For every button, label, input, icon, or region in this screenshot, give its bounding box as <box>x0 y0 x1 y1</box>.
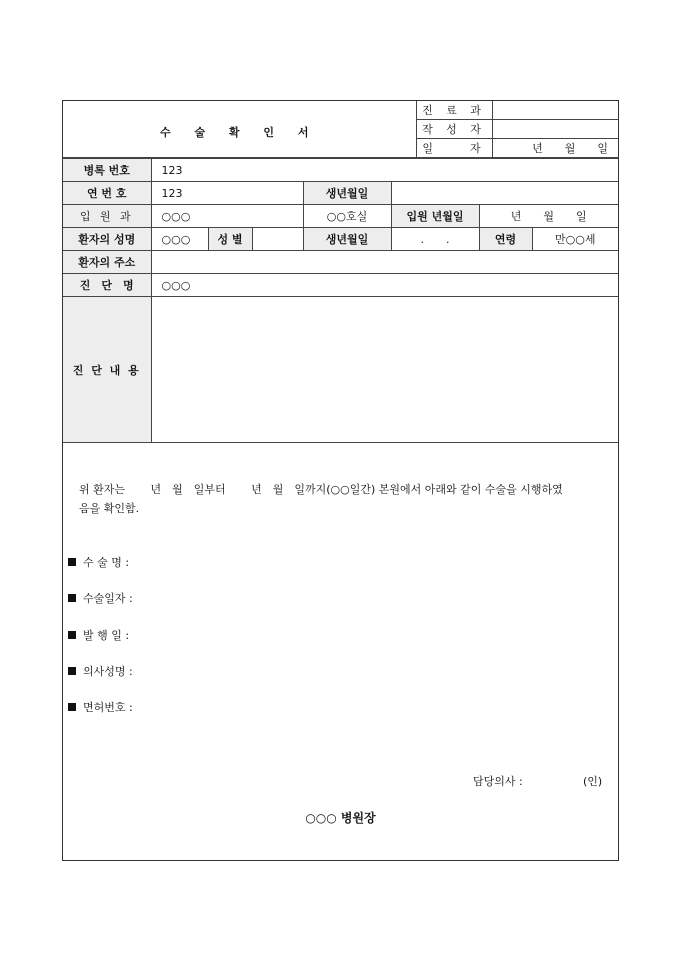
item-issue-date <box>68 627 129 643</box>
header-table <box>63 101 618 158</box>
address-value[interactable] <box>151 251 618 274</box>
statement-line-1: 위 환자는 년 월 일부터 년 월 일까지(○○일간) 본원에서 아래와 같이 수술을 시행하였 <box>79 483 563 496</box>
age-label: 연령 <box>479 228 532 251</box>
department-label: 진 료 과 <box>416 101 492 119</box>
date-label: 일 자 <box>416 138 492 157</box>
square-bullet-icon <box>68 667 76 675</box>
square-bullet-icon <box>68 631 76 639</box>
diagnosis-content-label: 진 단 내 용 <box>63 297 151 443</box>
square-bullet-icon <box>68 558 76 566</box>
admission-date-label: 입원 년월일 <box>391 205 479 228</box>
ward-value[interactable]: ○○호실 <box>303 205 391 228</box>
item-label: 수술일자 : <box>83 592 133 605</box>
age-value[interactable]: 만○○세 <box>532 228 618 251</box>
birthdate-value-2[interactable]: . . <box>391 228 479 251</box>
square-bullet-icon <box>68 594 76 602</box>
patient-info-table <box>63 158 618 443</box>
date-value[interactable]: 년 월 일 <box>492 138 618 157</box>
record-no-value[interactable]: 123 <box>151 159 618 182</box>
document-title: 수 술 확 인 서 <box>63 101 416 158</box>
attending-doctor-label: 담당의사 : <box>473 775 523 788</box>
item-label: 의사성명 : <box>83 665 133 678</box>
sex-value[interactable] <box>252 228 303 251</box>
writer-value[interactable] <box>492 119 618 138</box>
item-label: 면허번호 : <box>83 701 133 714</box>
serial-no-label: 연 번 호 <box>63 182 151 205</box>
birthdate-label-2: 생년월일 <box>303 228 391 251</box>
patient-name-label: 환자의 성명 <box>63 228 151 251</box>
serial-no-value[interactable]: 123 <box>151 182 303 205</box>
statement-line-2: 음을 확인함. <box>79 502 140 515</box>
item-label: 수 술 명 : <box>83 556 130 569</box>
item-surgery-name <box>68 554 129 570</box>
birthdate-value[interactable] <box>391 182 618 205</box>
surgery-confirmation-form <box>62 100 619 861</box>
confirmation-statement <box>79 480 619 518</box>
record-no-label: 병록 번호 <box>63 159 151 182</box>
item-surgery-date <box>68 590 133 606</box>
square-bullet-icon <box>68 703 76 711</box>
writer-label: 작 성 자 <box>416 119 492 138</box>
department-value[interactable] <box>492 101 618 119</box>
item-label: 발 행 일 : <box>83 629 130 642</box>
admission-dept-value[interactable]: ○○○ <box>151 205 303 228</box>
birthdate-label: 생년월일 <box>303 182 391 205</box>
diagnosis-name-label: 진 단 명 <box>63 274 151 297</box>
item-doctor-name <box>68 663 133 679</box>
item-license-number <box>68 699 133 715</box>
hospital-director-signature: ○○○ 병원장 <box>305 811 376 825</box>
admission-date-value[interactable]: 년 월 일 <box>479 205 618 228</box>
patient-name-value[interactable]: ○○○ <box>151 228 208 251</box>
seal-mark: (인) <box>583 775 603 788</box>
sex-label: 성 별 <box>208 228 252 251</box>
diagnosis-content-value[interactable] <box>151 297 618 443</box>
address-label: 환자의 주소 <box>63 251 151 274</box>
diagnosis-name-value[interactable]: ○○○ <box>151 274 618 297</box>
admission-dept-label: 입 원 과 <box>63 205 151 228</box>
